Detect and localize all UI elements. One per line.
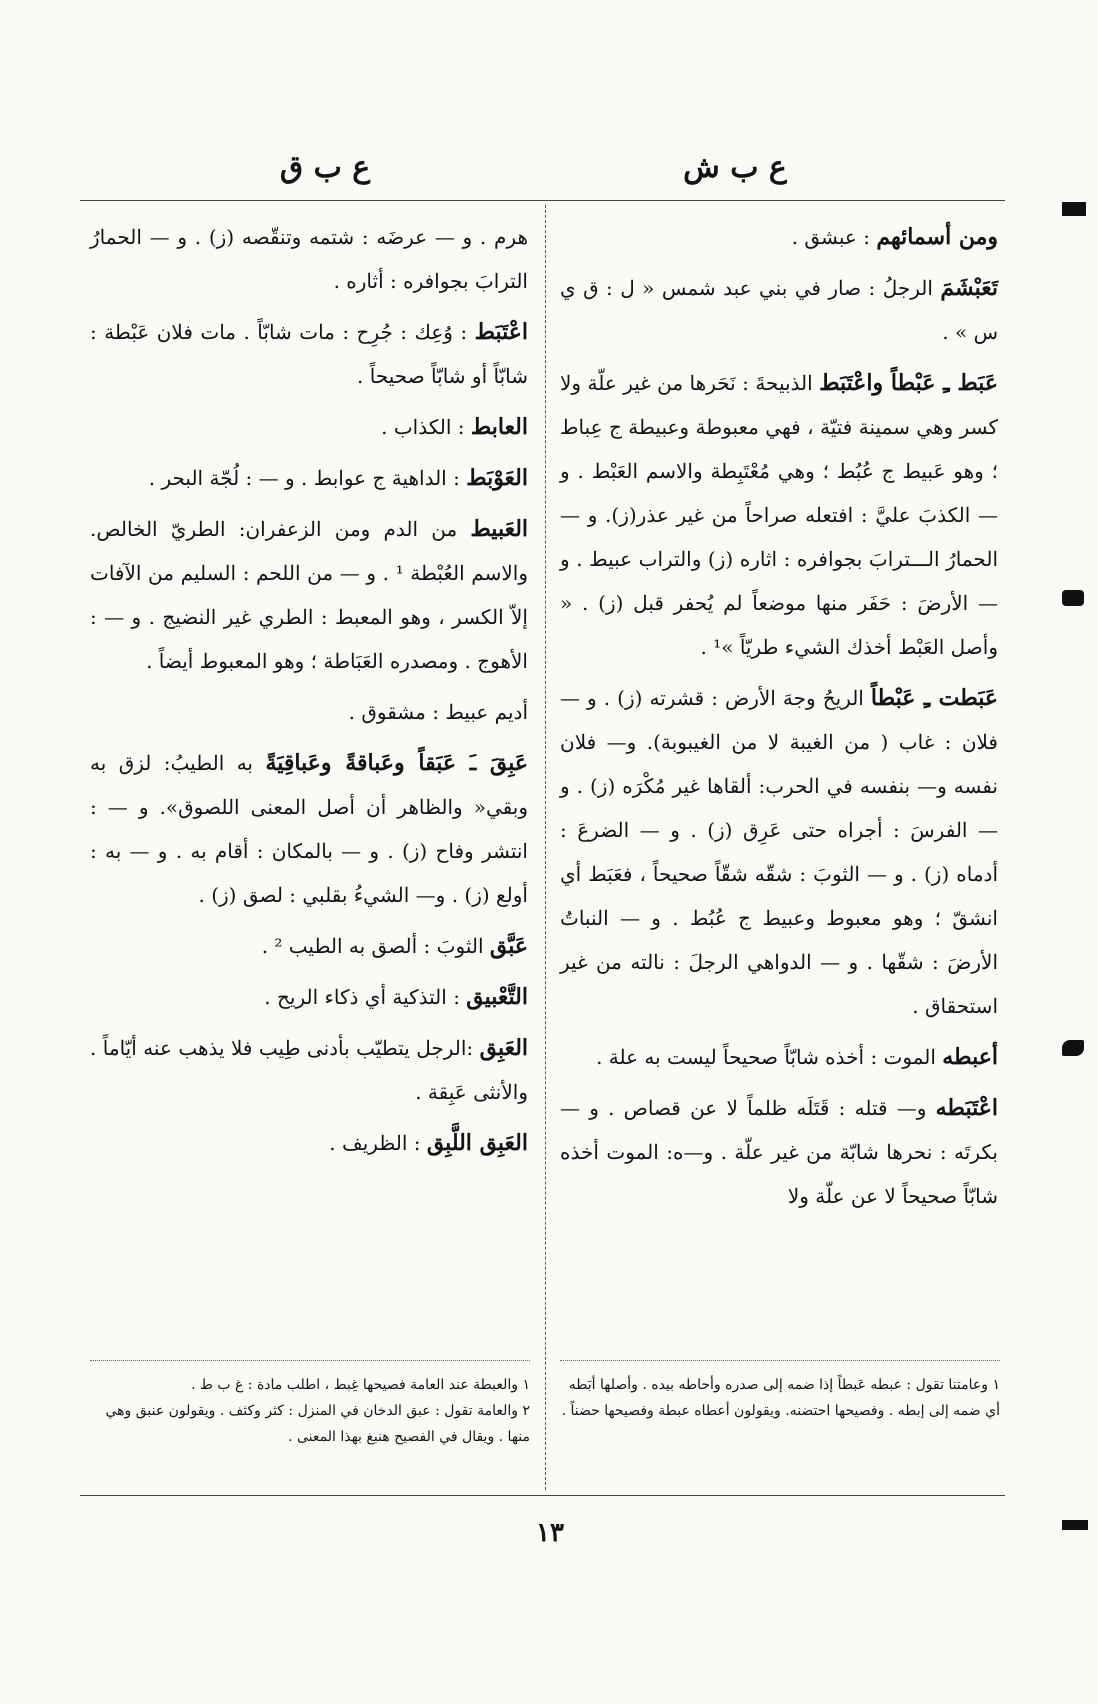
entry [90,456,528,500]
entry-headword: اعْتَبَطه [935,1095,998,1121]
entry [90,507,528,683]
entry [90,741,528,917]
entry [560,676,998,1028]
entry-headword: العَبِق [479,1035,529,1061]
entry-text: الذبيحةَ : نَحَرها من غير علّة ولا كسر وهي سمينة فتيّة ، فهي معبوطة وعبيطة ج عِباط ؛ وهو عَبيط ج عُبُط ؛ وهي مُعْتَبِطة والاسم العَبْط . و— الكذبَ عليَّ : افتعله صراحاً من غير عذر(ز). و — الحمارُ الـــترابَ بجوافره : اثاره (ز) والتراب عبيط . و — الأرضَ : حَفَر منها موضعاً لم يُحفر قبل (ز) . « وأصل العَبْط أخذك الشيء طريّاً »¹ . [560,371,998,659]
entry [90,924,528,968]
footnotes-right [560,1372,1000,1424]
footnote-rule [90,1360,530,1361]
entry-headword: العابط [470,414,528,440]
header-title-right: ع ب ش [683,150,787,185]
entry-headword: عَبِقَ ـَ عَبَقاً وعَباقةً وعَباقِيَةً [265,750,528,776]
entry-headword: ومن أسمائهم [876,224,998,250]
entry-text: الموت : أخذه شابّاً صحيحاً ليست به علة . [596,1045,936,1069]
column-divider [545,205,546,1490]
entry-text: : وُعِك : جُرِح : مات شابّاً . مات فلان عَبْطة : شابّاً أو شابّاً صحيحاً . [90,320,528,388]
footnote-rule [560,1360,1000,1361]
entry-text: : التذكية أي ذكاء الريح . [264,985,460,1009]
page-number: ١٣ [536,1518,564,1548]
entry-headword: أعبطه [942,1044,998,1070]
margin-mark [1062,1520,1088,1530]
margin-mark [1062,1040,1084,1056]
entry-headword: عَبَط ـِ عَبْطاً واعْتَبَط [819,370,998,396]
right-column [560,215,998,1225]
entry [560,1035,998,1079]
entry-text: : الكذاب . [381,415,465,439]
entry-text: من الدم ومن الزعفران: الطريّ الخالص. والاسم العُبْطة ¹ . و — من اللحم : السليم من الآفات إلاّ الكسر ، وهو المعبط : الطري غير النضيج . و — : الأهوج . ومصدره العَبَاطة ؛ وهو المعبوط أيضاً . [90,517,528,673]
entry-text: الريحُ وجهَ الأرض : قشرته (ز) . و — فلان : غاب ( من الغيبة لا من الغيبوبة). و— فلان نفسه و— بنفسه في الحرب: ألقاها غير مُكْرَه (ز) . و — الفرسَ : أجراه حتى عَرِق (ز) . و — الضرعَ : أدماه (ز) . و — الثوبَ : شقّه شقّاً صحيحاً ، فعَبَط أي انشقّ ؛ وهو معبوط وعبيط ج عُبُط . و — النباتُ الأرضَ : شقّها . و — الدواهي الرجلَ : نالته من غير استحقاق . [560,686,998,1018]
entry [90,975,528,1019]
entry [90,1026,528,1114]
entry-text: الثوبَ : ألصق به الطيب ² . [261,934,484,958]
entry-text: : عبشق . [791,225,870,249]
footnote: ١ والعبطة عند العامة فصيحها غِبط ، اطلب مادة : غ ب ط . [191,1377,530,1393]
footnote: ٢ والعامة تقول : عبق الدخان في المنزل : كثر وكثف . ويقولون عنبق وهي منها . ويقال في الفصيح هنبغ بهذا المعنى . [105,1403,530,1445]
top-rule [80,200,1005,201]
margin-mark [1062,202,1086,216]
entry [560,215,998,259]
entry-text: : الظريف . [329,1131,421,1155]
entry-text: الرجلُ : صار في بني عبد شمس « ل : ق ي س » . [560,276,998,344]
footnote: ١ وعامتنا تقول : عبطه عَبطاً إذا ضمه إلى صدره وأحاطه بيده . وأصلها أبَطه أي ضمه إلى إبطه . وفصيحها احتضنه. ويقولون أعطاه عبطة وفصيحها حضناً . [561,1377,1000,1419]
entry [90,215,528,303]
entry [90,1121,528,1165]
entry-headword: العَوْبَط [466,465,528,491]
entry-text: هرم . و — عرضَه : شتمه وتنقّصه (ز) . و — الحمارُ الترابَ بجوافره : أثاره . [90,225,528,293]
entry-text: و— قتله : قَتَلَه ظلماً لا عن قصاص . و — بكرتَه : نحرها شابّة من غير علّة . و—ه: الموت أخذه شابّاً صحيحاً لا عن علّة ولا [560,1096,998,1208]
footnotes-left [90,1372,530,1450]
entry-text: أديم عبيط : مشقوق . [348,700,528,724]
bottom-rule [80,1495,1005,1496]
entry-headword: التَّعْبيق [466,984,528,1010]
entry [560,361,998,669]
entry-headword: العَبيط [470,516,529,542]
entry-text: :الرجل يتطيّب بأدنى طِيب فلا يذهب عنه أيّاماً . والأنثى عَبِقة . [90,1036,528,1104]
left-column [90,215,528,1172]
entry [90,690,528,734]
entry-headword: عَبَّق [489,933,528,959]
entry-text: : الداهية ج عوابط . و — : لُجّة البحر . [148,466,460,490]
entry [90,310,528,398]
entry [560,266,998,354]
entry-headword: اعْتَبَط [474,319,529,345]
entry [560,1086,998,1218]
entry-text: به الطيبُ: لزق به وبقي« والظاهر أن أصل المعنى اللصوق». و — : انتشر وفاح (ز) . و — بالمكان : أقام به . و — به : أولع (ز) . و— الشيءُ بقلبي : لصق (ز) . [90,751,528,907]
entry-headword: تَعَبْشَمَ [940,275,998,301]
margin-mark [1062,590,1084,606]
entry [90,405,528,449]
header-title-left: ع ب ق [279,150,371,185]
entry-headword: العَبِق اللَّبِق [426,1130,528,1156]
entry-headword: عَبَطت ـِ عَبْطاً [870,685,999,711]
